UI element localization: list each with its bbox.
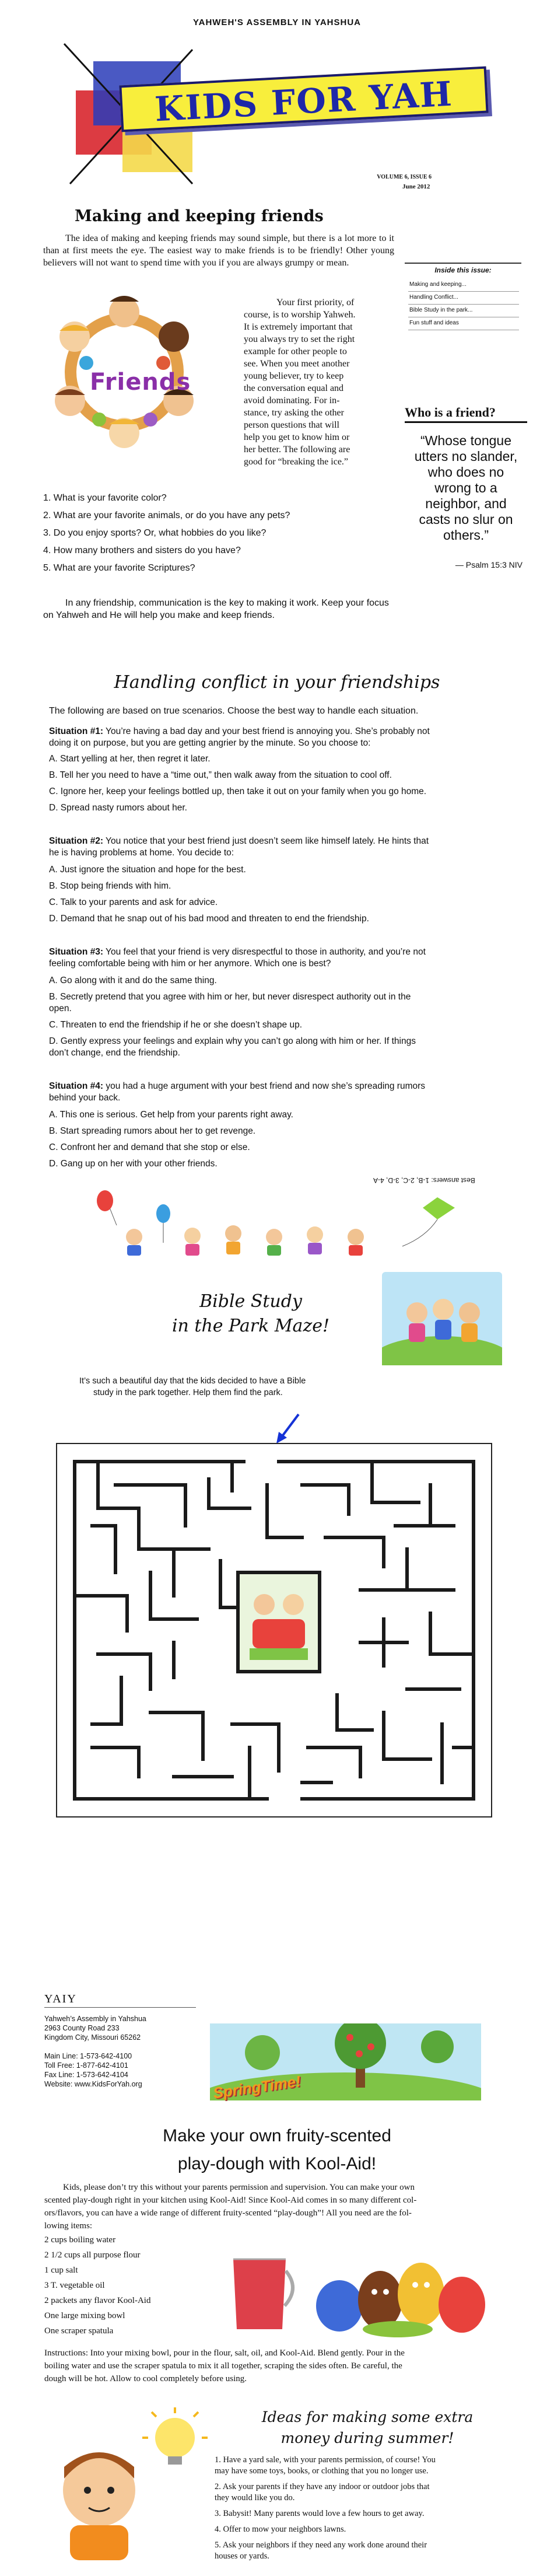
inside-item[interactable]: Fun stuff and ideas <box>408 317 519 330</box>
instruction-line: dough will be hot. Allow to cool completely before using. <box>44 2374 247 2383</box>
money-title-line: Ideas for making some extra <box>261 2409 474 2425</box>
contact-line: 2963 County Road 233 <box>44 2024 120 2032</box>
situation-2-options <box>49 864 510 925</box>
ingredient-item: 1 cup salt <box>44 2266 78 2275</box>
situation-label: Situation #2: <box>49 836 104 846</box>
instruction-line: Instructions: Into your mixing bowl, pour in the flour, salt, oil, and Kool-Aid. Blend gently. Pour in the <box>44 2348 405 2358</box>
ingredient-item: One scraper spatula <box>44 2326 114 2336</box>
inside-title: Inside this issue: <box>434 266 492 274</box>
org-title: YAHWEH'S ASSEMBLY IN YAHSHUA <box>192 18 362 27</box>
friends-image-word: Friends <box>90 369 191 396</box>
situation-2 <box>49 836 510 859</box>
option-item: don’t change, end the friendship. <box>49 1048 180 1058</box>
maze-title-line: in the Park Maze! <box>171 1316 330 1336</box>
situation-text: You feel that your friend is very disrespectful to those in authority, and you’re not <box>106 947 426 957</box>
website-link[interactable]: Website: www.KidsForYah.org <box>44 2080 142 2088</box>
contact-line: Toll Free: 1-877-642-4101 <box>44 2061 128 2070</box>
body-line: help you get to know him or <box>244 432 350 442</box>
body-line: course, is to worship Yahweh. <box>244 310 356 320</box>
inside-item[interactable]: Bible Study in the park... <box>408 305 519 317</box>
playdough-instructions <box>44 2347 523 2385</box>
quote-line: “Whose tongue <box>420 433 511 448</box>
situation-4-options <box>49 1109 510 1170</box>
money-idea-line: houses or yards. <box>215 2551 269 2561</box>
situation-label: Situation #1: <box>49 726 104 736</box>
playdough-intro <box>44 2181 523 2232</box>
option-item[interactable]: A. Go along with it and do the same thing. <box>49 976 217 985</box>
logo-text: KIDS FOR YAH <box>153 74 454 130</box>
body-line: example for other people to <box>244 347 347 356</box>
body-line: the conversation equal and <box>244 383 344 393</box>
money-ideas-list <box>215 2455 524 2562</box>
intro-line: scented play-dough right in your kitchen using Kool-Aid! Since Kool-Aid comes in so many different col- <box>44 2196 417 2205</box>
question-item: 2. What are your favorite animals, or do you have any pets? <box>43 511 290 520</box>
money-title <box>227 2407 507 2449</box>
money-idea <box>215 2508 524 2519</box>
answer-key: Best answers: 1-B, 2-C, 3-D, 4-A <box>373 1176 475 1184</box>
situation-3-options <box>49 975 510 1059</box>
option-item[interactable]: D. Gang up on her with your other friends. <box>49 1159 218 1169</box>
option-item[interactable]: A. Start yelling at her, then regret it later. <box>49 754 211 764</box>
option-item[interactable]: C. Threaten to end the friendship if he or she doesn’t shape up. <box>49 1020 302 1030</box>
ingredient-item: 3 T. vegetable oil <box>44 2281 105 2290</box>
option-item[interactable]: D. Spread nasty rumors about her. <box>49 803 187 813</box>
situation-text: you had a huge argument with your best friend and now she’s spreading rumors <box>106 1081 426 1091</box>
option-item[interactable]: A. This one is serious. Get help from your parents right away. <box>49 1110 293 1120</box>
body-line: avoid dominating. For in- <box>244 396 340 406</box>
contact-line: Fax Line: 1-573-642-4104 <box>44 2071 128 2079</box>
situation-4 <box>49 1081 510 1104</box>
option-item[interactable]: C. Talk to your parents and ask for advice. <box>49 897 218 907</box>
inside-item[interactable]: Handling Conflict... <box>408 292 519 305</box>
situation-label: Situation #4: <box>49 1081 104 1091</box>
situation-text: You’re having a bad day and your best friend is annoying you. She’s probably not <box>106 726 430 736</box>
contact-spacer <box>44 2042 146 2051</box>
conflict-intro: The following are based on true scenarios. Choose the best way to handle each situation. <box>49 706 419 716</box>
quote-line: wrong to a <box>434 480 497 495</box>
body-line: her better. The following are <box>244 445 350 455</box>
quote-line: utters no slander, <box>414 449 518 464</box>
playdough-title <box>0 2122 554 2178</box>
springtime-text: SpringTime! <box>212 2072 302 2102</box>
option-item[interactable]: C. Ignore her, keep your feelings bottled up, then take it out on your family when you go home. <box>49 787 427 796</box>
maze-walls <box>57 1444 491 1816</box>
maze-start-arrow <box>274 1412 303 1445</box>
situation-3 <box>49 946 510 970</box>
kool-aid-pitcher-image <box>222 2236 303 2335</box>
ingredient-item: 2 1/2 cups all purpose flour <box>44 2250 141 2260</box>
intro-line: ors/flavors, you can have a wide range of different fruity-scented “play-dough”! All you need are the fol- <box>44 2208 412 2218</box>
quote-line: casts no slur on <box>419 512 513 527</box>
date-line: June 2012 <box>402 183 430 190</box>
situation-text: behind your back. <box>49 1093 121 1103</box>
friends-title: Making and keeping friends <box>75 207 324 225</box>
logo-rule <box>44 2007 196 2008</box>
contact-line: Yahweh’s Assembly in Yahshua <box>44 2015 146 2023</box>
ingredient-item: One large mixing bowl <box>44 2311 125 2320</box>
yaiy-logo: YAIY <box>44 1993 77 2005</box>
ingredient-item: 2 cups boiling water <box>44 2235 116 2245</box>
money-idea-line: 2. Ask your parents if they have any indoor or outdoor jobs that <box>215 2482 430 2491</box>
situation-text: he is having problems at home. You decide to: <box>49 848 234 858</box>
intro-line: Kids, please don’t try this without your parents permission and supervision. You can make your own <box>63 2183 415 2192</box>
body-line: you always try to set the right <box>244 334 355 344</box>
thinking-kid-image <box>35 2403 210 2560</box>
money-idea-line: 3. Babysit! Many parents would love a few hours to get away. <box>215 2509 425 2518</box>
quote-line: who does no <box>427 464 504 480</box>
option-item[interactable]: C. Confront her and demand that she stop or else. <box>49 1142 250 1152</box>
question-item: 4. How many brothers and sisters do you have? <box>43 546 241 555</box>
ingredient-item: 2 packets any flavor Kool-Aid <box>44 2296 151 2305</box>
situation-text: doing it on purpose, but you are getting angrier by the minute. So you choose to: <box>49 738 371 748</box>
park-kids-image <box>382 1272 502 1365</box>
kids-playing-strip <box>76 1190 478 1259</box>
option-item[interactable]: D. Gently express your feelings and explain why you can’t go along with him or her. If things <box>49 1036 416 1046</box>
money-idea-line: they would like you do. <box>215 2493 295 2502</box>
psalm-reference: — Psalm 15:3 NIV <box>455 560 523 569</box>
question-item: 3. Do you enjoy sports? Or, what hobbies do you like? <box>43 528 267 538</box>
who-title: Who is a friend? <box>405 405 527 423</box>
situation-text: feeling comfortable being with him or her anymore. Which one is best? <box>49 959 331 969</box>
quote-line: neighbor, and <box>425 496 507 511</box>
volume-line: VOLUME 6, ISSUE 6 <box>377 174 432 180</box>
money-idea <box>215 2540 524 2562</box>
maze-title <box>157 1289 344 1338</box>
maze-grid[interactable] <box>56 1443 492 1817</box>
money-idea <box>215 2481 524 2504</box>
playdough-title-line: play-dough with Kool-Aid! <box>177 2154 377 2173</box>
money-idea-line: 4. Offer to mow your neighbors lawns. <box>215 2525 346 2534</box>
intro-line: lowing items: <box>44 2221 93 2231</box>
option-item[interactable]: B. Secretly pretend that you agree with him or her, but never disrespect authority out in the <box>49 992 411 1002</box>
inside-item[interactable]: Making and keeping... <box>408 279 519 292</box>
money-idea-line: 1. Have a yard sale, with your parents permission, of course! You <box>215 2455 436 2465</box>
body-line: It is extremely important that <box>244 322 353 332</box>
situation-label: Situation #3: <box>49 947 104 957</box>
maze-text-line: study in the park together. Help them find the park. <box>93 1388 283 1397</box>
situation-text: You notice that your best friend just doesn’t seem like himself lately. He hints that <box>106 836 429 846</box>
body-line: see. When you meet another <box>244 359 350 369</box>
question-item: 5. What are your favorite Scriptures? <box>43 563 195 573</box>
option-item[interactable]: D. Demand that he snap out of his bad mood and threaten to end the friendship. <box>49 914 369 924</box>
body-line: good for “breaking the ice.” <box>244 457 349 467</box>
maze-title-line: Bible Study <box>199 1291 302 1312</box>
body-line: Your first priority, of <box>276 298 355 307</box>
option-item[interactable]: A. Just ignore the situation and hope for the best. <box>49 865 246 875</box>
question-item: 1. What is your favorite color? <box>43 493 167 503</box>
maze-instructions <box>79 1375 383 1399</box>
playdough-title-line: Make your own fruity-scented <box>163 2126 391 2145</box>
contact-block <box>44 2014 146 2089</box>
quote-line: others.” <box>443 527 489 543</box>
option-item: open. <box>49 1004 72 1013</box>
friends-body-column <box>244 296 397 468</box>
friends-closing: In any friendship, communication is the key to making it work. Keep your focus on Yahweh and He will help you make and keep friends. <box>43 598 389 620</box>
conflict-title: Handling conflict in your friendships <box>114 672 440 693</box>
contact-line: Main Line: 1-573-642-4100 <box>44 2052 132 2060</box>
body-line: young believer, try to keep <box>244 371 344 381</box>
playdough-figures-image <box>310 2236 497 2338</box>
icebreaker-questions <box>43 492 394 574</box>
money-idea <box>215 2455 524 2477</box>
body-line: stance, try asking the other <box>244 408 344 418</box>
maze-text-line: It’s such a beautiful day that the kids decided to have a Bible <box>79 1376 306 1386</box>
friends-intro: The idea of making and keeping friends may sound simple, but there is a lot more to it than at first meets the eye. The easiest way to make friends is to be friendly! Other young believers will not want to spend time with you if you are always grumpy or mean. <box>43 233 394 268</box>
body-line: person questions that will <box>244 420 339 430</box>
psalm-quote <box>405 433 527 543</box>
money-title-line: money during summer! <box>280 2430 454 2446</box>
instruction-line: boiling water and use the scraper spatula to mix it all together, scraping the sides often. Be careful, the <box>44 2361 402 2371</box>
option-item[interactable]: B. Tell her you need to have a “time out,” then walk away from the situation to cool off. <box>49 770 392 780</box>
option-item[interactable]: B. Stop being friends with him. <box>49 881 171 891</box>
contact-line: Kingdom City, Missouri 65262 <box>44 2033 141 2042</box>
option-item[interactable]: B. Start spreading rumors about her to get revenge. <box>49 1126 256 1136</box>
money-idea <box>215 2524 524 2535</box>
money-idea-line: may have some toys, books, or clothing that you no longer use. <box>215 2466 429 2476</box>
ingredient-list <box>44 2232 243 2339</box>
situation-1-options <box>49 753 510 814</box>
situation-1 <box>49 726 510 749</box>
money-idea-line: 5. Ask your neighbors if they need any work done around their <box>215 2540 427 2550</box>
